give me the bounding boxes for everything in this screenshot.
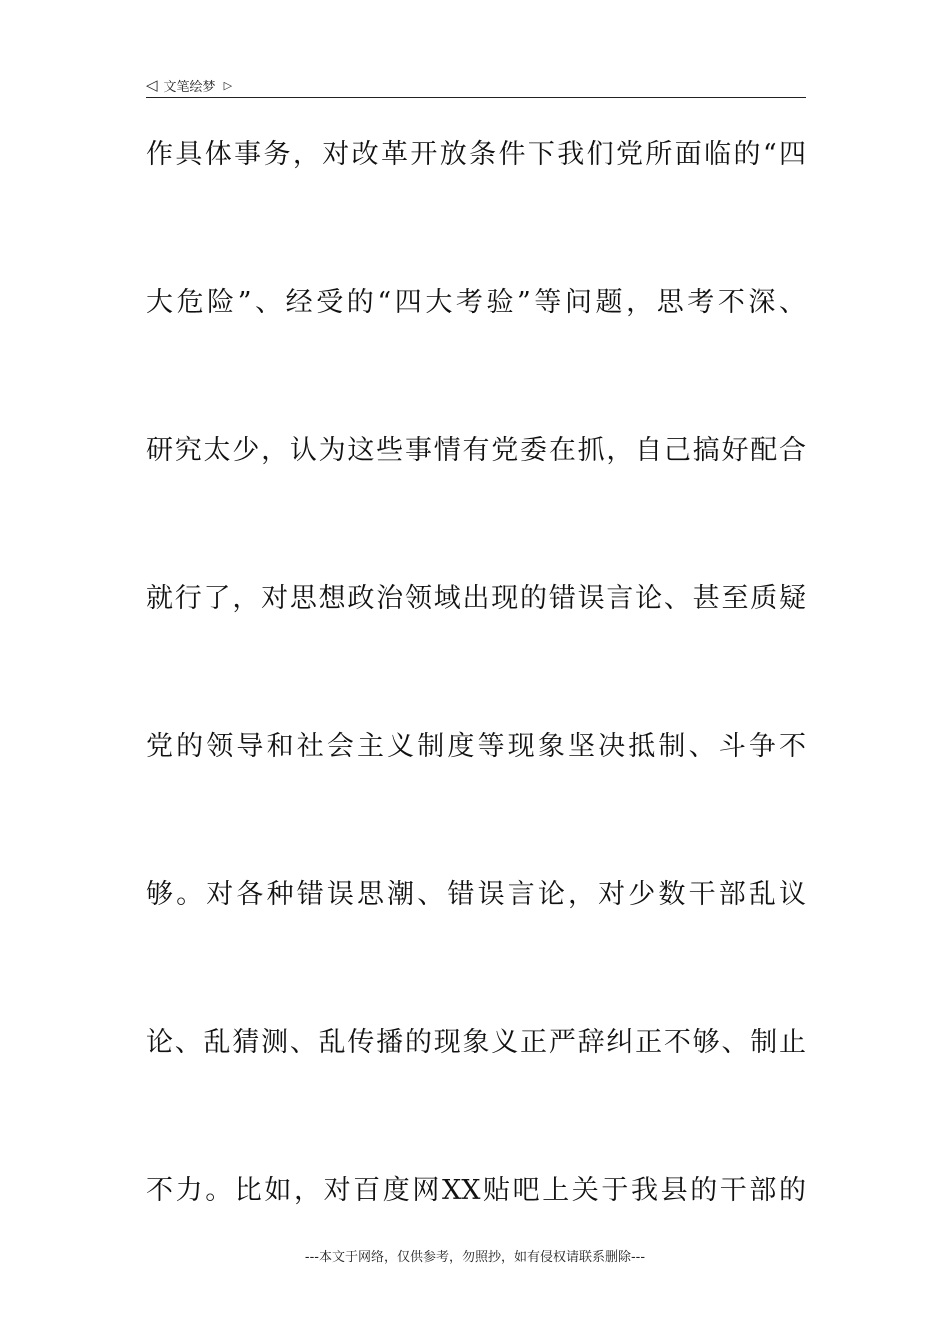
body-line-6: 够。对各种错误思潮、错误言论，对少数干部乱议 [146, 879, 806, 910]
body-line-5: 党的领导和社会主义制度等现象坚决抵制、斗争不 [146, 731, 806, 762]
body-line-3: 研究太少，认为这些事情有党委在抓，自己搞好配合 [146, 435, 806, 466]
header-divider [146, 97, 806, 98]
right-triangle-icon: ▷ [223, 78, 233, 92]
document-body [146, 132, 806, 1316]
body-line-1: 作具体事务，对改革开放条件下我们党所面临的“四 [146, 139, 806, 170]
left-triangle-icon: ◁ [146, 75, 158, 94]
body-line-2: 大危险”、经受的“四大考验”等问题，思考不深、 [146, 287, 806, 318]
body-line-8: 不力。比如，对百度网XX贴吧上关于我县的干部的 [146, 1175, 806, 1206]
header-title: 文笔绘梦 [163, 79, 216, 95]
page-footer: ---本文于网络，仅供参考，勿照抄，如有侵权请联系删除--- [304, 1250, 646, 1265]
body-line-4: 就行了，对思想政治领域出现的错误言论、甚至质疑 [146, 583, 806, 614]
body-line-7: 论、乱猜测、乱传播的现象义正严辞纠正不够、制止 [146, 1027, 806, 1058]
page-header [146, 74, 232, 96]
